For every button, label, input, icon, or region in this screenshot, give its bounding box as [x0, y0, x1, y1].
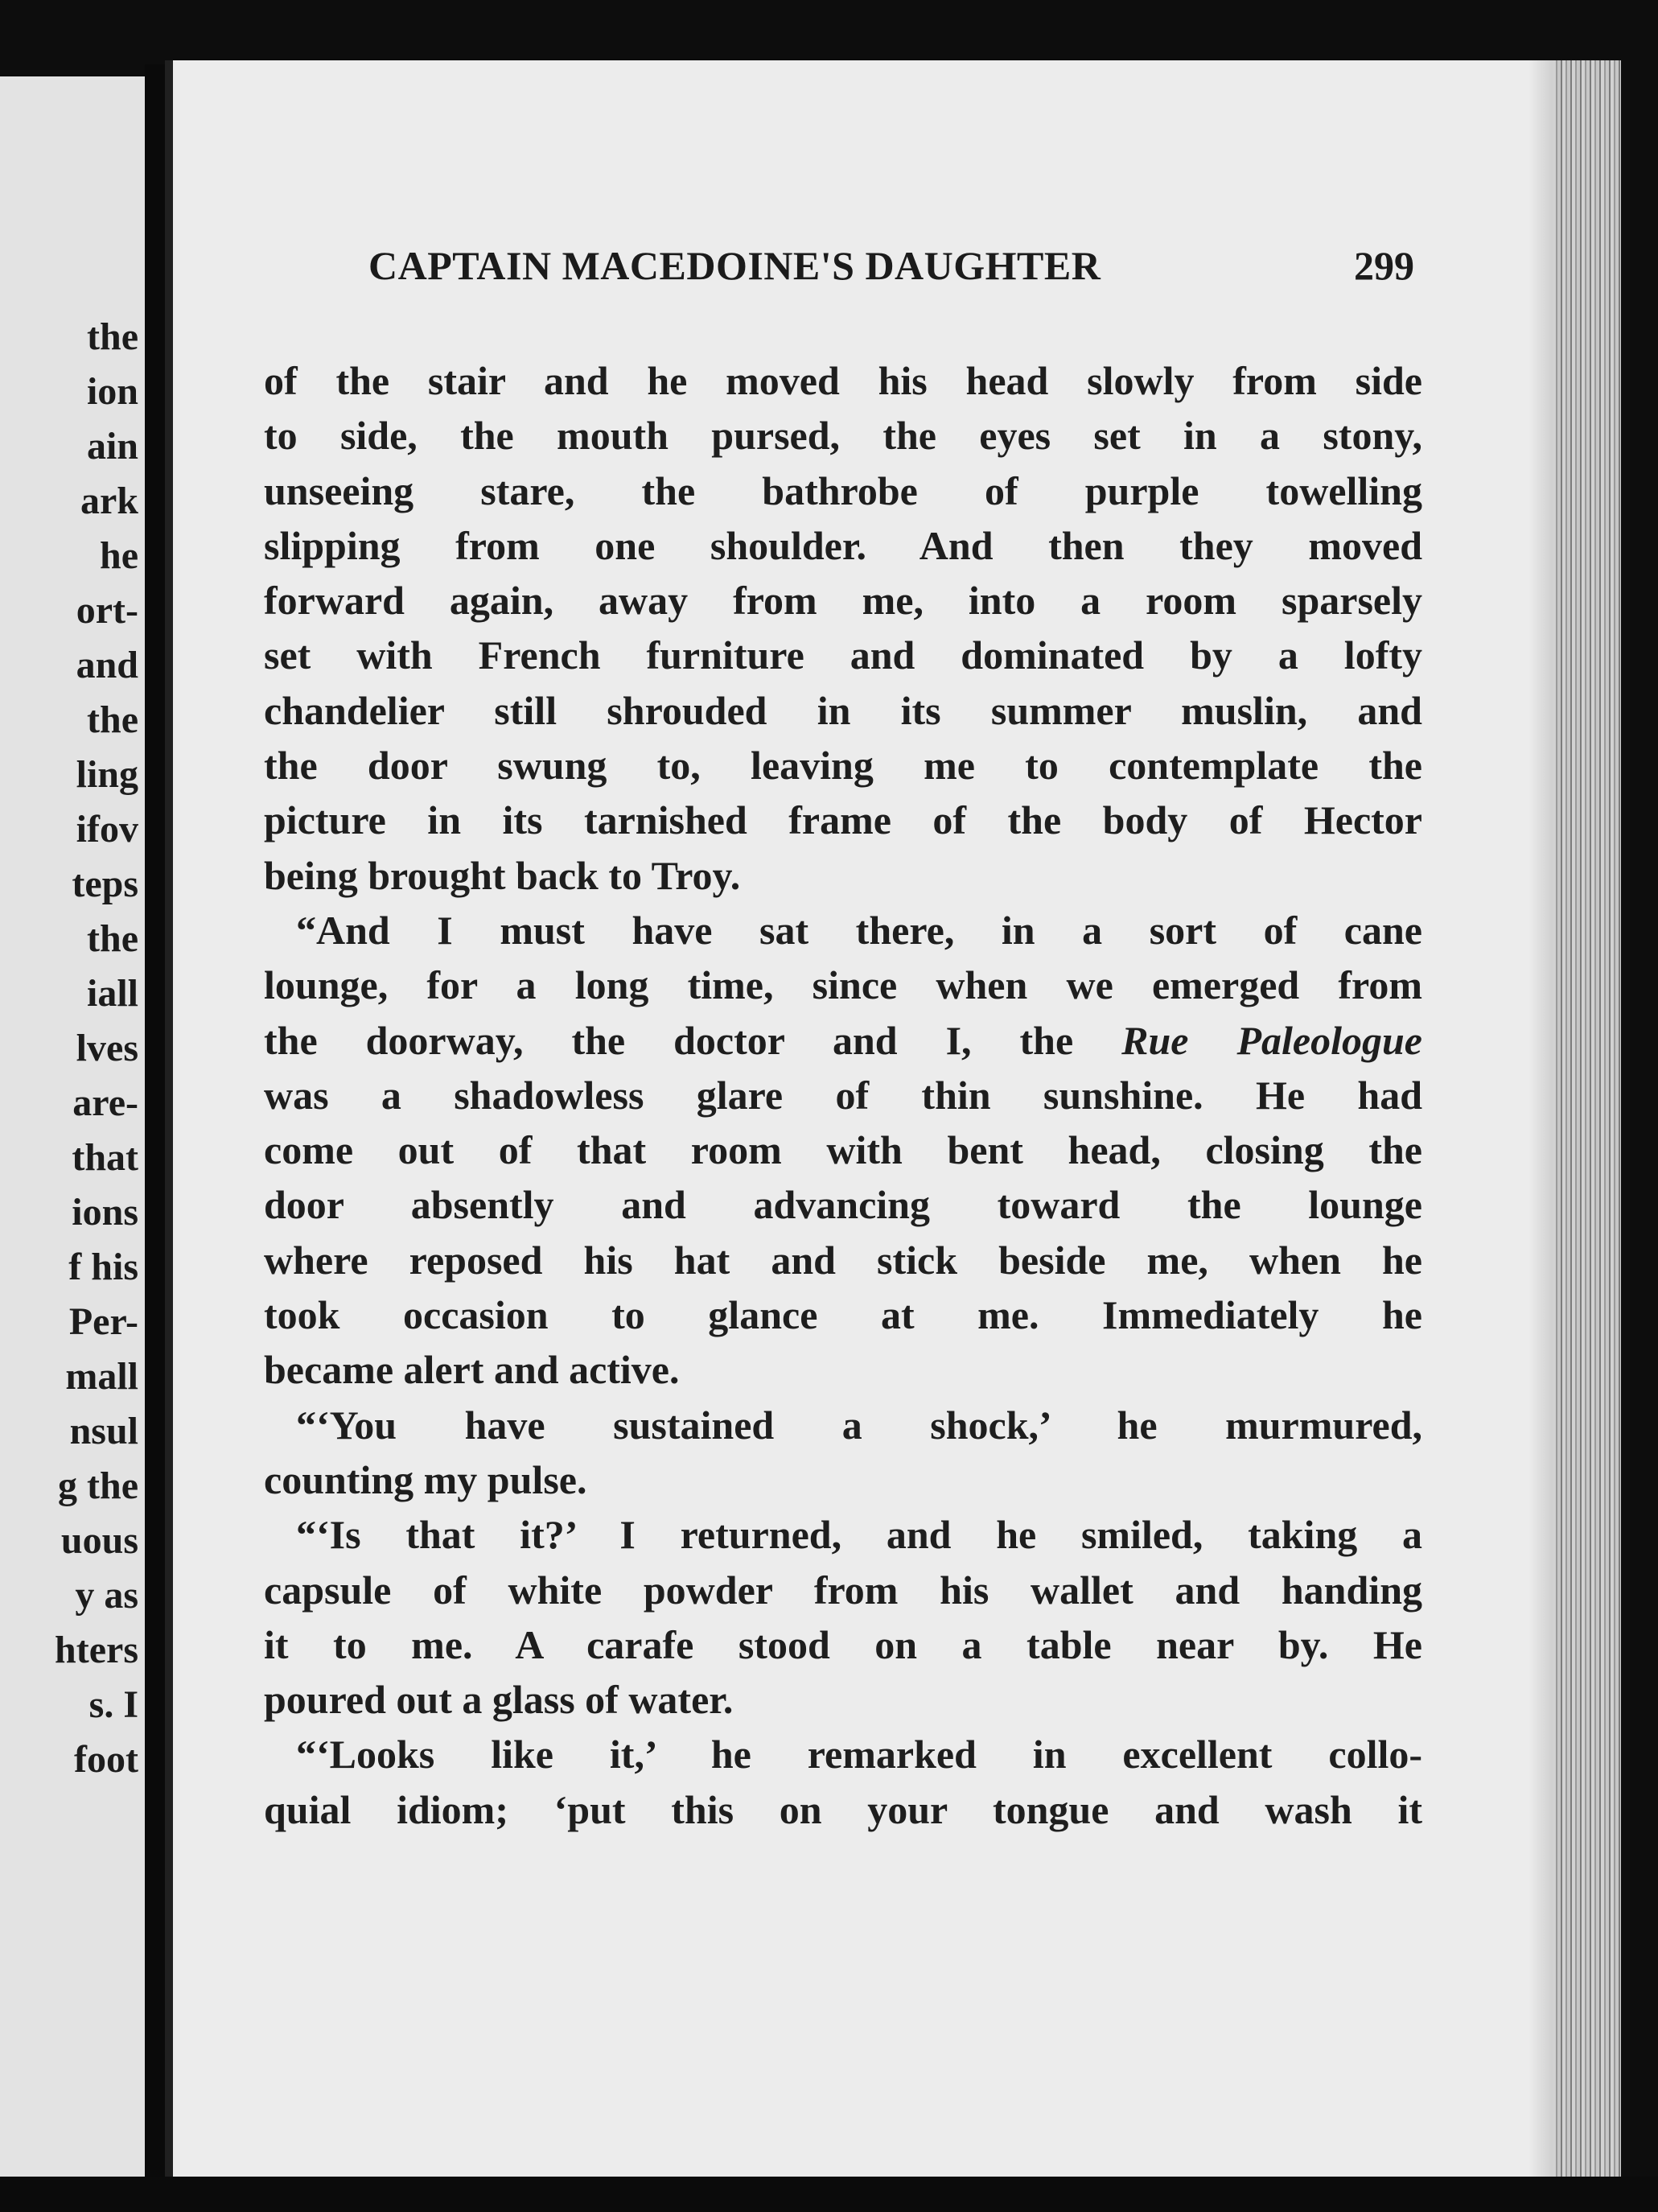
left-facing-page	[0, 76, 150, 2177]
text-line: lounge, for a long time, since when we emerged from	[264, 962, 1422, 1008]
text-line: took occasion to glance at me. Immediately he	[264, 1292, 1422, 1338]
left-page-fragment: nsul	[69, 1410, 138, 1452]
text-line: come out of that room with bent head, closing the	[264, 1127, 1422, 1173]
left-page-fragment: ling	[76, 753, 138, 796]
text-line: “And I must have sat there, in a sort of cane	[296, 907, 1422, 953]
text-line: poured out a glass of water.	[264, 1677, 734, 1723]
text-line: “‘You have sustained a shock,’ he murmured,	[296, 1402, 1422, 1448]
text-line	[264, 1013, 1422, 1068]
text-line: unseeing stare, the bathrobe of purple towelling	[264, 468, 1422, 513]
text-line: where reposed his hat and stick beside me, when he	[264, 1237, 1422, 1283]
text-line: quial idiom; ‘put this on your tongue and wash it	[264, 1786, 1422, 1832]
text-line: chandelier still shrouded in its summer muslin, and	[264, 687, 1422, 733]
text-line: “‘Looks like it,’ he remarked in excellent collo-	[296, 1732, 1422, 1777]
left-page-fragment: uous	[60, 1519, 138, 1562]
running-header	[368, 221, 1414, 310]
text-line: of the stair and he moved his head slowly from side	[264, 358, 1422, 403]
page-curl-shadow	[1528, 60, 1553, 2177]
left-page-fragment: ain	[86, 425, 138, 468]
left-page-fragment: teps	[72, 863, 138, 905]
text-line-roman: the doorway, the doctor and I, the	[264, 1017, 1122, 1063]
running-title: CAPTAIN MACEDOINE'S DAUGHTER	[368, 243, 1101, 288]
left-page-fragment: are-	[72, 1081, 138, 1124]
page-edges	[1553, 60, 1621, 2177]
page-number: 299	[1354, 243, 1414, 288]
left-page-fragment: ion	[86, 370, 138, 413]
text-line: set with French furniture and dominated by a lofty	[264, 632, 1422, 678]
text-line: counting my pulse.	[264, 1456, 587, 1502]
left-page-fragment: hters	[55, 1629, 138, 1671]
main-page	[165, 60, 1621, 2177]
left-page-fragment: Per-	[68, 1300, 138, 1343]
text-line: “‘Is that it?’ I returned, and he smiled, taking a	[296, 1512, 1422, 1558]
left-page-fragment: foot	[74, 1738, 138, 1781]
left-page-fragments	[55, 310, 138, 1787]
italic-place-name: Rue Paleologue	[1121, 1017, 1422, 1063]
left-page-fragment: ort-	[76, 589, 138, 632]
left-page-fragment: lves	[76, 1027, 138, 1069]
left-page-fragment: iall	[86, 972, 138, 1015]
text-line: being brought back to Troy.	[264, 852, 741, 898]
text-line: became alert and active.	[264, 1347, 680, 1393]
body-text	[264, 353, 1422, 1837]
text-line: the door swung to, leaving me to contemplate the	[264, 743, 1422, 789]
bottom-border	[0, 2177, 1658, 2212]
left-page-fragment: s. I	[88, 1683, 138, 1726]
left-page-fragment: ifov	[76, 808, 138, 851]
left-page-fragment: the	[87, 698, 138, 741]
left-page-fragment: the	[87, 917, 138, 960]
left-page-fragment: y as	[75, 1574, 138, 1617]
left-page-fragment: the	[87, 315, 138, 358]
left-page-fragment: and	[76, 644, 138, 686]
text-line: door absently and advancing toward the lounge	[264, 1182, 1422, 1228]
left-page-fragment: ions	[72, 1191, 138, 1234]
left-page-fragment: mall	[65, 1355, 138, 1398]
text-line: was a shadowless glare of thin sunshine. He had	[264, 1072, 1422, 1118]
left-page-fragment: ark	[80, 480, 138, 522]
text-line: picture in its tarnished frame of the body of Hector	[264, 797, 1422, 843]
text-line: forward again, away from me, into a room sparsely	[264, 578, 1422, 624]
left-page-fragment: f his	[68, 1246, 138, 1288]
text-line: slipping from one shoulder. And then they moved	[264, 522, 1422, 568]
left-page-fragment: that	[72, 1136, 138, 1179]
text-line: capsule of white powder from his wallet and handing	[264, 1567, 1422, 1613]
text-line: it to me. A carafe stood on a table near by. He	[264, 1621, 1422, 1667]
left-page-fragment: he	[100, 534, 138, 577]
left-page-fragment: g the	[58, 1464, 138, 1507]
text-line: to side, the mouth pursed, the eyes set in a stony,	[264, 413, 1422, 459]
